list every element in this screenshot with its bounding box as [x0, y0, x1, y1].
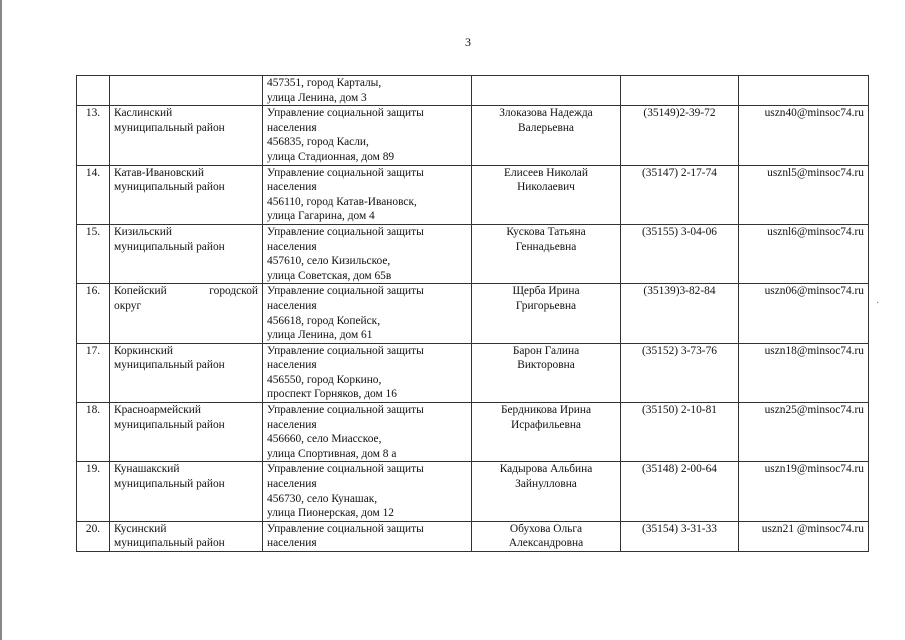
org-line: 456110, город Катав-Ивановск, — [267, 195, 417, 208]
cell-head — [472, 462, 621, 521]
table-row — [77, 224, 869, 283]
org-line: 456660, село Миасское, — [267, 433, 382, 446]
email-address: uszn19@minsoc74.ru — [764, 463, 864, 476]
head-name-line: Барон Галина — [512, 344, 580, 357]
org-line: населения — [267, 359, 317, 372]
email-address: uszn18@minsoc74.ru — [764, 344, 864, 357]
cell-district — [110, 224, 263, 283]
cell-email — [739, 521, 869, 551]
table-row — [77, 462, 869, 521]
cell-phone — [621, 76, 739, 106]
district-line: муниципальный район — [114, 181, 225, 194]
table-row — [77, 284, 869, 343]
cell-num — [77, 76, 110, 106]
org-line: Управление социальной защиты — [267, 225, 424, 238]
org-line: населения — [267, 121, 317, 134]
head-name-line: Кадырова Альбина — [499, 463, 593, 476]
head-name-line: Григорьевна — [515, 299, 577, 312]
org-line: Управление социальной защиты — [267, 522, 424, 535]
org-line: 456835, город Касли, — [267, 136, 369, 149]
org-line: 457351, город Карталы, — [267, 77, 382, 89]
row-number: 20. — [85, 522, 101, 535]
org-line: 456730, село Кунашак, — [267, 492, 378, 505]
phone-number: (35147) 2-17-74 — [642, 166, 717, 179]
cell-num — [77, 284, 110, 343]
page-left-edge — [0, 0, 2, 640]
scan-speck: · — [876, 298, 880, 309]
district-line: муниципальный район — [114, 240, 225, 253]
cell-org — [263, 76, 472, 106]
email-address: usznl6@minsoc74.ru — [767, 225, 864, 238]
cell-head — [472, 224, 621, 283]
cell-org — [263, 284, 472, 343]
cell-head — [472, 521, 621, 551]
org-line: 457610, село Кизильское, — [267, 255, 391, 268]
org-line: населения — [267, 478, 317, 491]
table-row-continued — [77, 76, 869, 106]
org-line: населения — [267, 537, 317, 550]
cell-email — [739, 343, 869, 402]
org-line: улица Стадионная, дом 89 — [267, 150, 395, 163]
cell-head — [472, 165, 621, 224]
org-line: населения — [267, 418, 317, 431]
cell-head — [472, 76, 621, 106]
cell-email — [739, 224, 869, 283]
org-line: населения — [267, 240, 317, 253]
org-line: 456550, город Коркино, — [267, 373, 382, 386]
district-line: муниципальный район — [114, 359, 225, 372]
cell-phone — [621, 106, 739, 165]
org-line: улица Гагарина, дом 4 — [267, 210, 375, 223]
district-line: Каслинский — [114, 107, 173, 120]
table-row — [77, 165, 869, 224]
org-line: Управление социальной защиты — [267, 463, 424, 476]
cell-org — [263, 224, 472, 283]
row-number: 19. — [85, 463, 101, 476]
row-number: 15. — [85, 225, 101, 238]
cell-phone — [621, 284, 739, 343]
district-line: муниципальный район — [114, 478, 225, 491]
row-number: 13. — [85, 107, 101, 120]
table-row — [77, 106, 869, 165]
district-line: Кусинский — [114, 522, 167, 535]
district-line: округ — [114, 299, 142, 312]
phone-number: (35154) 3-31-33 — [642, 522, 717, 535]
cell-num — [77, 106, 110, 165]
district-line: муниципальный район — [114, 418, 225, 431]
cell-head — [472, 403, 621, 462]
district-line: Катав-Ивановский — [114, 166, 204, 179]
row-number: 18. — [85, 404, 101, 417]
district-line: муниципальный район — [114, 537, 225, 550]
cell-num — [77, 343, 110, 402]
head-name-line: Исрафильевна — [511, 418, 581, 431]
row-number: 17. — [85, 344, 101, 357]
cell-num — [77, 521, 110, 551]
cell-org — [263, 521, 472, 551]
head-name-line: Злоказова Надежда — [499, 107, 593, 120]
org-line: Управление социальной защиты — [267, 404, 424, 417]
cell-phone — [621, 165, 739, 224]
cell-org — [263, 462, 472, 521]
table-row — [77, 521, 869, 551]
cell-phone — [621, 403, 739, 462]
phone-number: (35155) 3-04-06 — [642, 225, 717, 238]
phone-number: (35152) 3-73-76 — [642, 344, 717, 357]
table-row — [77, 403, 869, 462]
phone-number: (35148) 2-00-64 — [642, 463, 717, 476]
cell-email — [739, 76, 869, 106]
cell-phone — [621, 462, 739, 521]
org-line: Управление социальной защиты — [267, 285, 424, 298]
phone-number: (35139)3-82-84 — [643, 285, 716, 298]
cell-phone — [621, 343, 739, 402]
cell-org — [263, 165, 472, 224]
org-line: Управление социальной защиты — [267, 166, 424, 179]
cell-num — [77, 224, 110, 283]
head-name-line: Викторовна — [517, 359, 575, 372]
district-line: Копейский городской — [114, 285, 258, 298]
cell-num — [77, 462, 110, 521]
org-line: Управление социальной защиты — [267, 107, 424, 120]
cell-phone — [621, 224, 739, 283]
email-address: uszn40@minsoc74.ru — [764, 107, 864, 120]
email-address: uszn06@minsoc74.ru — [764, 285, 864, 298]
cell-email — [739, 284, 869, 343]
cell-head — [472, 284, 621, 343]
org-line: Управление социальной защиты — [267, 344, 424, 357]
cell-num — [77, 403, 110, 462]
org-line: населения — [267, 299, 317, 312]
page-number: 3 — [465, 35, 471, 49]
cell-district — [110, 403, 263, 462]
cell-email — [739, 403, 869, 462]
table-row — [77, 343, 869, 402]
cell-district — [110, 76, 263, 106]
head-name-line: Александровна — [508, 537, 584, 550]
head-name-line: Валерьевна — [518, 121, 574, 134]
table-body — [77, 76, 869, 552]
head-name-line: Елисеев Николай — [504, 166, 588, 179]
head-name-line: Николаевич — [517, 181, 575, 194]
district-line: муниципальный район — [114, 121, 225, 134]
cell-email — [739, 106, 869, 165]
district-line: Красноармейский — [114, 404, 201, 417]
phone-number: (35149)2-39-72 — [643, 107, 716, 120]
contacts-table — [76, 75, 869, 552]
cell-district — [110, 165, 263, 224]
org-line: проспект Горняков, дом 16 — [267, 388, 397, 401]
cell-district — [110, 284, 263, 343]
phone-number: (35150) 2-10-81 — [642, 404, 717, 417]
org-line: улица Пионерская, дом 12 — [267, 507, 394, 520]
cell-phone — [621, 521, 739, 551]
head-name-line: Зайнулловна — [515, 478, 577, 491]
cell-district — [110, 462, 263, 521]
org-line: улица Ленина, дом 61 — [267, 329, 373, 342]
head-name-line: Бердникова Ирина — [500, 404, 592, 417]
district-line: Кунашакский — [114, 463, 180, 476]
org-line: улица Ленина, дом 3 — [267, 91, 367, 104]
head-name-line: Геннадьевна — [515, 240, 577, 253]
district-line: Кизильский — [114, 225, 172, 238]
cell-district — [110, 521, 263, 551]
cell-head — [472, 106, 621, 165]
cell-email — [739, 462, 869, 521]
cell-email — [739, 165, 869, 224]
cell-num — [77, 165, 110, 224]
cell-org — [263, 403, 472, 462]
row-number: 14. — [85, 166, 101, 179]
cell-district — [110, 106, 263, 165]
head-name-line: Обухова Ольга — [509, 522, 583, 535]
email-address: uszn21 @minsoc74.ru — [761, 522, 864, 535]
org-line: улица Советская, дом 65в — [267, 269, 392, 282]
head-name-line: Щерба Ирина — [512, 285, 580, 298]
cell-district — [110, 343, 263, 402]
org-line: населения — [267, 181, 317, 194]
org-line: 456618, город Копейск, — [267, 314, 381, 327]
email-address: uszn25@minsoc74.ru — [764, 404, 864, 417]
email-address: usznl5@minsoc74.ru — [767, 166, 864, 179]
head-name-line: Кускова Татьяна — [506, 225, 586, 238]
row-number: 16. — [85, 285, 101, 298]
district-line: Коркинский — [114, 344, 173, 357]
org-line: улица Спортивная, дом 8 а — [267, 447, 397, 460]
cell-org — [263, 343, 472, 402]
cell-head — [472, 343, 621, 402]
cell-org — [263, 106, 472, 165]
